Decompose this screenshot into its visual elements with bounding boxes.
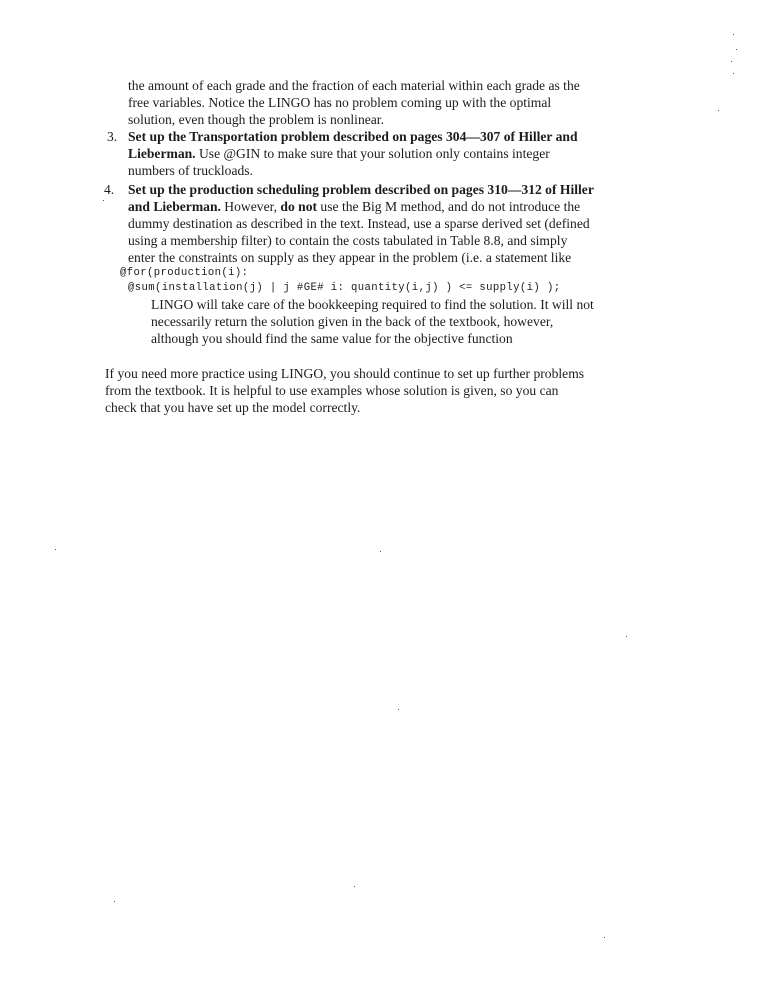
item-4-bold-do-not: do not	[280, 199, 318, 214]
item-4-line-5: enter the constraints on supply as they appear in the problem (i.e. a statement like	[128, 250, 572, 265]
item-4-text-2a: However,	[220, 199, 281, 214]
item-3-heading	[128, 128, 578, 145]
closing-line-2: from the textbook. It is helpful to use examples whose solution is given, so you can	[105, 383, 559, 398]
item-4-after-1: LINGO will take care of the bookkeeping required to find the solution. It will not	[151, 297, 594, 312]
item-4-bold-1: Set up the production scheduling problem described on pages 310—312 of Hiller	[128, 182, 594, 197]
item-4-number: 4.	[104, 182, 115, 197]
scan-speck	[398, 709, 399, 710]
scan-speck	[380, 551, 381, 552]
closing-line-3: check that you have set up the model correctly.	[105, 400, 361, 415]
scan-speck	[354, 886, 355, 887]
item-3-number: 3.	[107, 129, 118, 144]
item-4-bold-2: and Lieberman.	[128, 199, 221, 214]
item-4-after-2: necessarily return the solution given in the back of the textbook, however,	[151, 314, 554, 329]
scan-speck	[731, 61, 732, 62]
item-3-bold-1: Set up the Transportation problem described on pages 304—307 of Hiller and	[128, 129, 578, 144]
item-3-text-2: Use @GIN to make sure that your solution only contains integer	[195, 146, 550, 161]
item-4-line-2	[128, 198, 580, 215]
scan-speck	[736, 49, 737, 50]
scan-speck	[626, 636, 627, 637]
item-3-line-2	[128, 145, 550, 162]
item-4-after-3: although you should find the same value for the objective function	[151, 331, 513, 346]
item-4-line-3: dummy destination as described in the text. Instead, use a sparse derived set (defined	[128, 216, 590, 231]
item-3-line-3: numbers of truckloads.	[128, 163, 253, 178]
continuation-line-1: the amount of each grade and the fraction of each material within each grade as the	[128, 78, 580, 93]
code-line-2: @sum(installation(j) | j #GE# i: quantity(i,j) ) <= supply(i) );	[128, 282, 561, 294]
item-4-heading	[128, 181, 594, 198]
item-4-line-4: using a membership filter) to contain the costs tabulated in Table 8.8, and simply	[128, 233, 568, 248]
scan-speck	[733, 73, 734, 74]
scan-speck	[604, 937, 605, 938]
continuation-line-3: solution, even though the problem is nonlinear.	[128, 112, 384, 127]
scan-speck	[718, 110, 719, 111]
item-3-bold-2: Lieberman.	[128, 146, 196, 161]
scan-speck	[55, 549, 56, 550]
item-4-text-2b: use the Big M method, and do not introduce the	[317, 199, 581, 214]
closing-line-1: If you need more practice using LINGO, you should continue to set up further problems	[105, 366, 585, 381]
scan-speck	[733, 34, 734, 35]
scan-speck	[103, 200, 104, 201]
code-line-1: @for(production(i):	[120, 267, 249, 279]
scan-speck	[114, 901, 115, 902]
continuation-line-2: free variables. Notice the LINGO has no problem coming up with the optimal	[128, 95, 552, 110]
